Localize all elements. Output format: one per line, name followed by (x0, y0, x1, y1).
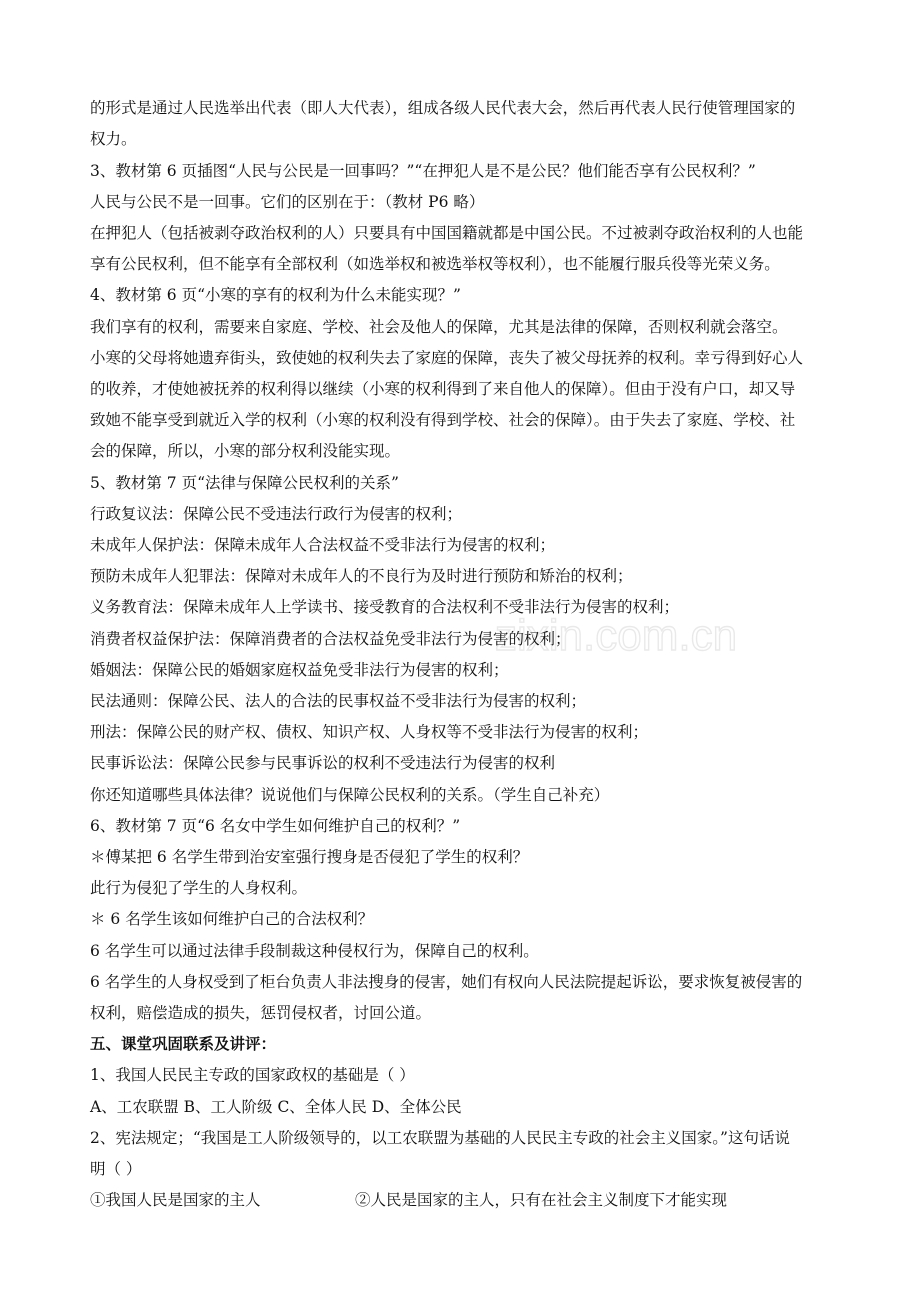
svg-text:zixin.com.cn: zixin.com.cn (495, 611, 738, 660)
paragraph-line: 我们享有的权利，需要来自家庭、学校、社会及他人的保障，尤其是法律的保障，否则权利就会落空。 (90, 318, 788, 336)
paragraph-line: 享有公民权利，但不能享有全部权利（如选举权和被选举权等权利），也不能履行服兵役等光荣义务。 (90, 255, 780, 273)
paragraph-line: 6、教材第 7 页“6 名女中学生如何维护自己的权利？” (90, 817, 461, 835)
paragraph-line: 会的保障，所以，小寒的部分权利没能实现。 (90, 442, 401, 460)
paragraph-line: 小寒的父母将她遗弃街头，致使她的权利失去了家庭的保障，丧失了被父母抚养的权利。幸亏得到好心人 (90, 349, 804, 367)
paragraph-line: 义务教育法：保障未成年人上学读书、接受教育的合法权利不受非法行为侵害的权利； (90, 598, 680, 616)
paragraph-line: 6 名学生可以通过法律手段制裁这种侵权行为，保障自己的权利。 (90, 942, 539, 960)
question-line: 2、宪法规定；“我国是工人阶级领导的，以工农联盟为基础的人民民主专政的社会主义国家。”这句话说 (90, 1129, 790, 1147)
paragraph-line: 消费者权益保护法：保障消费者的合法权益免受非法行为侵害的权利； (90, 630, 571, 648)
paragraph-line: 民法通则：保障公民、法人的合法的民事权益不受非法行为侵害的权利； (90, 692, 587, 710)
paragraph-line: 你还知道哪些具体法律？说说他们与保障公民权利的关系。（学生自己补充） (90, 786, 610, 804)
paragraph-line: ＊ 6 名学生该如何维护白己的合法权利？ (90, 910, 374, 928)
paragraph-line: 刑法：保障公民的财产权、债权、知识产权、人身权等不受非法行为侵害的权利； (90, 723, 649, 741)
paragraph-line: 预防未成年人犯罪法：保障对未成年人的不良行为及时进行预防和矫治的权利； (90, 567, 633, 585)
section-heading: 五、课堂巩固联系及讲评： (90, 1034, 277, 1053)
paragraph-line: 4、教材第 6 页“小寒的享有的权利为什么未能实现？” (90, 286, 461, 304)
option-2: ②人民是国家的主人，只有在社会主义制度下才能实现 (355, 1191, 728, 1209)
paragraph-line: 6 名学生的人身权受到了柜台负责人非法搜身的侵害，她们有权向人民法院提起诉讼，要求恢复被侵害的 (90, 973, 803, 991)
paragraph-line: ＊傅某把 6 名学生带到治安室强行搜身是否侵犯了学生的权利？ (90, 848, 529, 866)
paragraph-line: 婚姻法：保障公民的婚姻家庭权益免受非法行为侵害的权利； (90, 661, 509, 679)
paragraph-line: 行政复议法：保障公民不受违法行政行为侵害的权利； (90, 505, 463, 523)
paragraph-line: 的形式是通过人民选举出代表（即人大代表），组成各级人民代表大会，然后再代表人民行使管理国家的 (90, 99, 796, 117)
options-row (90, 1189, 835, 1211)
paragraph-line: 5、教材第 7 页“法律与保障公民权利的关系” (90, 474, 399, 492)
paragraph-line: 此行为侵犯了学生的人身权利。 (90, 879, 308, 897)
paragraph-line: 民事诉讼法：保障公民参与民事诉讼的权利不受违法行为侵害的权利 (90, 754, 556, 772)
paragraph-line: 在押犯人（包括被剥夺政治权利的人）只要具有中国国籍就都是中国公民。不过被剥夺政治权利的人也能 (90, 224, 804, 242)
question-line: 明（ ） (90, 1160, 142, 1178)
paragraph-line: 的收养，才使她被抚养的权利得以继续（小寒的权利得到了来自他人的保障）。但由于没有户口，却又导 (90, 380, 796, 398)
watermark-logo (495, 600, 738, 670)
option-1: ①我国人民是国家的主人 (90, 1191, 261, 1209)
paragraph-line: 权利，赔偿造成的损失，惩罚侵权者，讨回公道。 (90, 1004, 432, 1022)
paragraph-line: 权力。 (90, 130, 137, 148)
paragraph-line: 3、教材第 6 页插图“人民与公民是一回事吗？”“在押犯人是不是公民？他们能否享有公民权利？” (90, 162, 756, 180)
paragraph-line: 未成年人保护法：保障未成年人合法权益不受非法行为侵害的权利； (90, 536, 556, 554)
paragraph-line: 人民与公民不是一回事。它们的区别在于：（教材 P6 略） (90, 193, 485, 211)
answer-options: A、工农联盟 B、工人阶级 C、全体人民 D、全体公民 (90, 1098, 462, 1116)
question-line: 1、我国人民民主专政的国家政权的基础是（ ） (90, 1066, 415, 1084)
paragraph-line: 致她不能享受到就近入学的权利（小寒的权利没有得到学校、社会的保障）。由于失去了家庭、学校、社 (90, 411, 796, 429)
